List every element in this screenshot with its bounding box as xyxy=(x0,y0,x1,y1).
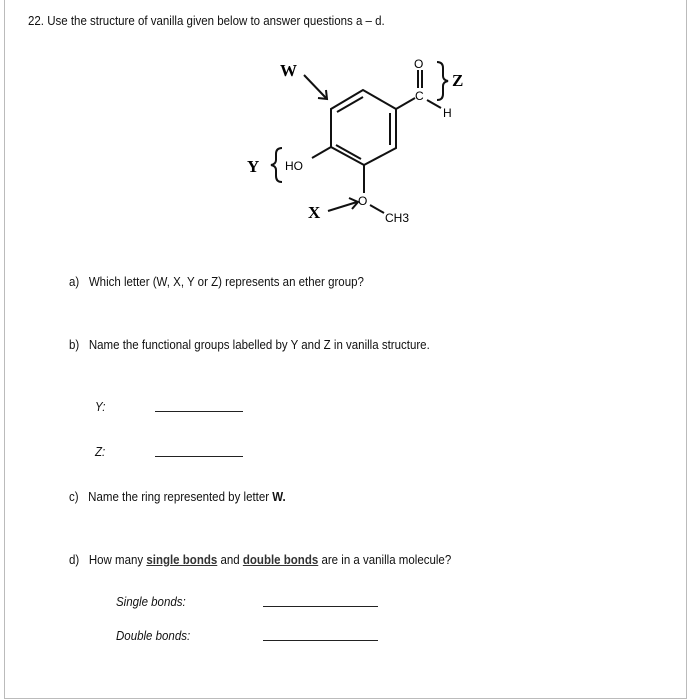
label-z: Z xyxy=(452,71,464,90)
x-arrow xyxy=(328,202,357,211)
single-bonds-label: Single bonds: xyxy=(116,595,186,609)
z-answer-blank[interactable] xyxy=(155,456,243,457)
part-a: a) Which letter (W, X, Y or Z) represents an ether group? xyxy=(69,275,364,289)
part-d: d) How many single bonds and double bonds are in a vanilla molecule? xyxy=(69,553,452,567)
w-arrow xyxy=(304,75,326,98)
single-bonds-blank[interactable] xyxy=(263,606,378,607)
y-answer-label: Y: xyxy=(95,400,106,414)
vanilla-structure xyxy=(0,0,691,260)
bond xyxy=(427,100,441,108)
bond xyxy=(396,98,415,109)
atom-ho: HO xyxy=(285,159,303,173)
y-answer-blank[interactable] xyxy=(155,411,243,412)
z-answer-label: Z: xyxy=(95,445,106,459)
bond xyxy=(312,147,331,158)
label-x: X xyxy=(308,203,321,222)
part-c: c) Name the ring represented by letter W. xyxy=(69,490,286,504)
benzene-ring xyxy=(331,90,396,165)
bond xyxy=(370,205,384,213)
y-brace xyxy=(271,148,282,182)
question-title: 22. Use the structure of vanilla given below to answer questions a – d. xyxy=(28,14,385,28)
z-brace xyxy=(437,62,448,100)
atom-ch3: CH3 xyxy=(385,211,410,225)
atom-h: H xyxy=(443,106,452,120)
double-bonds-label: Double bonds: xyxy=(116,629,191,643)
double-bond xyxy=(337,97,363,112)
atom-o-carbonyl: O xyxy=(414,57,424,71)
part-b: b) Name the functional groups labelled by Y and Z in vanilla structure. xyxy=(69,338,430,352)
atom-o-ether: O xyxy=(358,194,368,208)
label-y: Y xyxy=(247,157,260,176)
atom-c: C xyxy=(415,89,424,103)
label-w: W xyxy=(280,61,297,80)
double-bonds-blank[interactable] xyxy=(263,640,378,641)
